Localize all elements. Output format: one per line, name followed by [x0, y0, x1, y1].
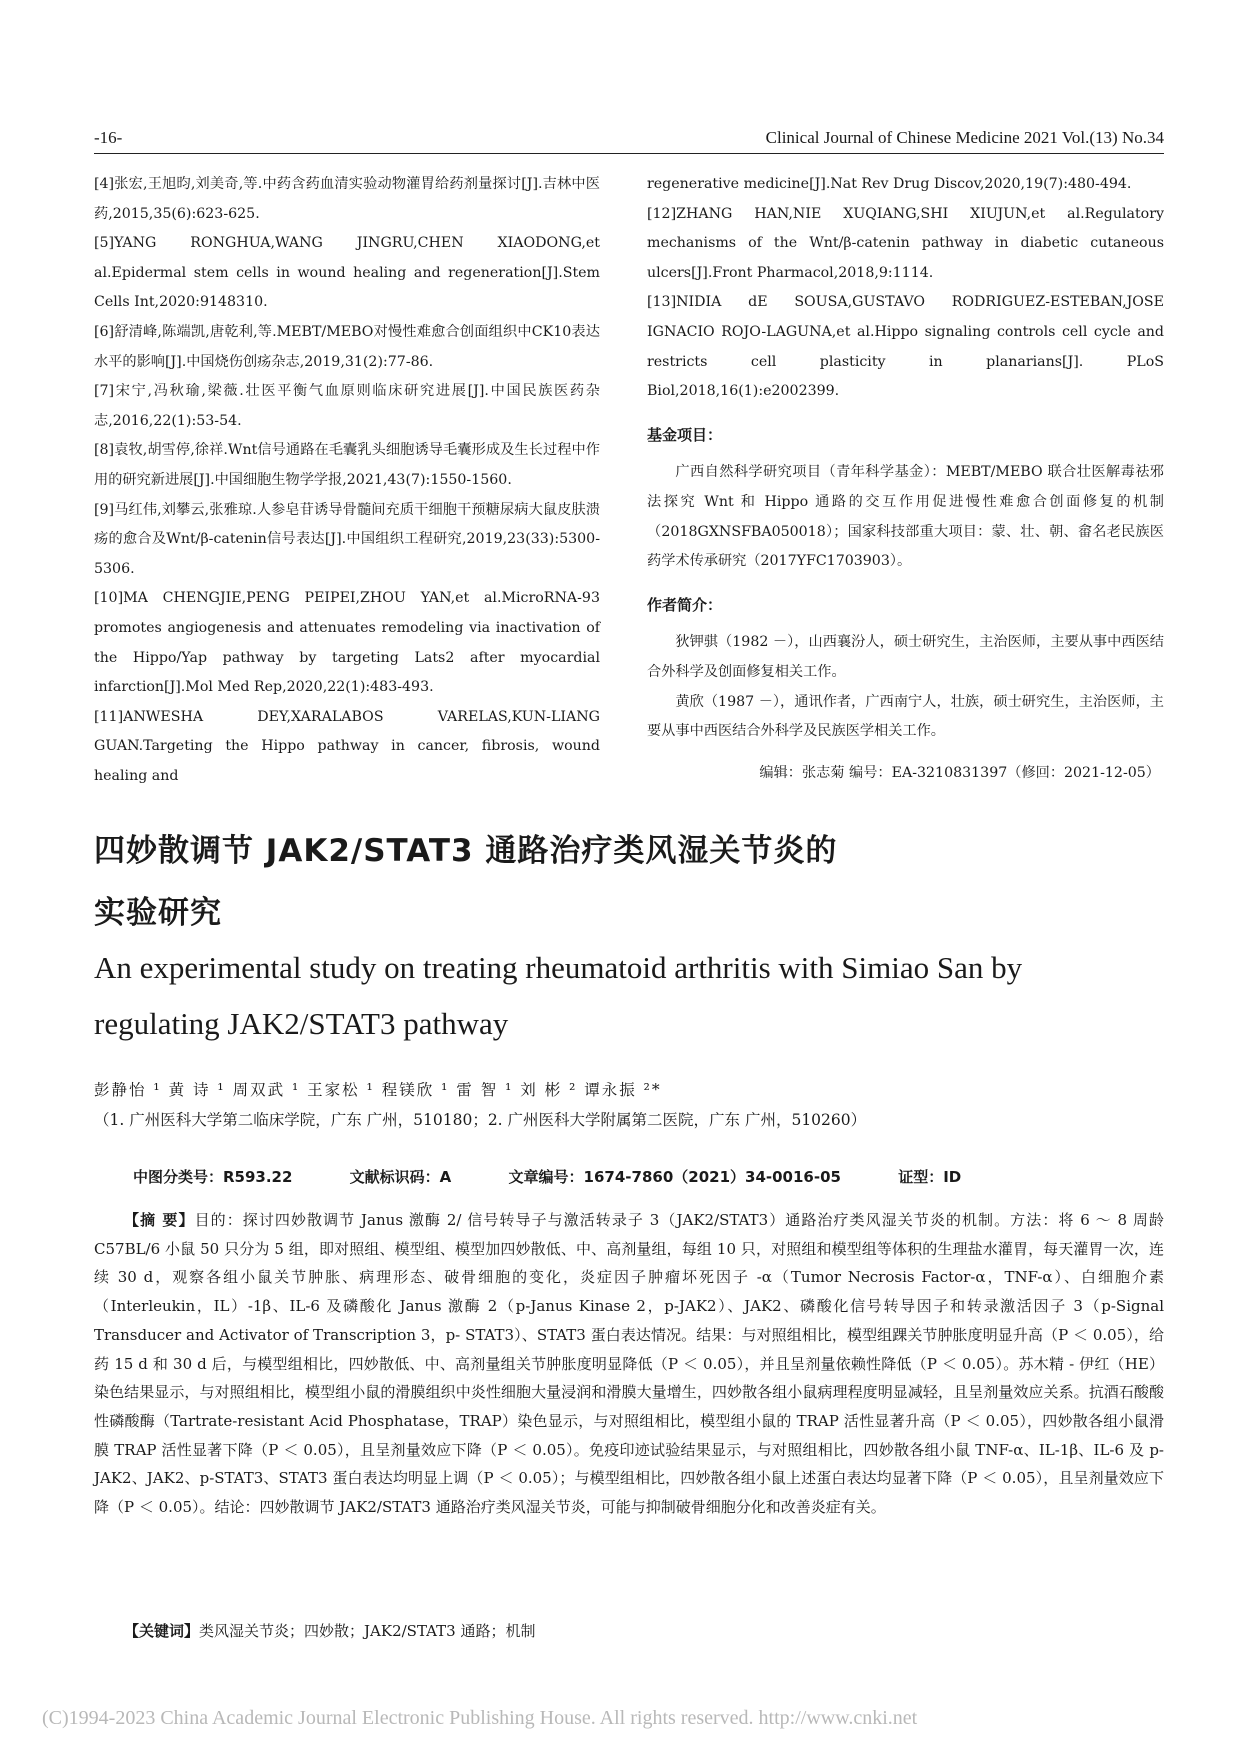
classification-number: 中图分类号：R593.22 [133, 1168, 293, 1186]
references-left-column [94, 170, 600, 791]
keywords [94, 1620, 1164, 1641]
reference-item: [7]宋宁,冯秋瑜,梁薇.壮医平衡气血原则临床研究进展[J].中国民族医药杂志,2016,22(1):53-54. [94, 383, 600, 429]
copyright-watermark: (C)1994-2023 China Academic Journal Electronic Publishing House. All rights reserved. http://www.cnki.net [42, 1707, 918, 1729]
keywords-text: 类风湿关节炎；四妙散；JAK2/STAT3 通路；机制 [199, 1622, 536, 1640]
page-number: -16- [94, 128, 123, 147]
author-bio-paragraph: 狄钾骐（1982 －），山西襄汾人，硕士研究生，主治医师，主要从事中西医结合外科学及创面修复相关工作。 [647, 634, 1164, 680]
title-en-line: regulating JAK2/STAT3 pathway [94, 1006, 509, 1041]
reference-item: regenerative medicine[J].Nat Rev Drug Discov,2020,19(7):480-494. [647, 176, 1132, 192]
right-column [647, 170, 1164, 788]
classification-line [133, 1166, 1013, 1187]
title-cn-line: 四妙散调节 JAK2/STAT3 通路治疗类风湿关节炎的 [94, 833, 838, 869]
funding-heading: 基金项目： [647, 425, 723, 444]
abstract [94, 1206, 1164, 1522]
reference-item: [9]马红伟,刘攀云,张雅琼.人参皂苷诱导骨髓间充质干细胞干预糖尿病大鼠皮肤溃疡的愈合及Wnt/β-catenin信号表达[J].中国组织工程研究,2019,23(33):5300-5306. [94, 501, 600, 577]
article-title-chinese [94, 820, 1174, 944]
author-bio-heading: 作者简介： [647, 595, 723, 614]
keywords-label: 【关键词】 [124, 1622, 200, 1640]
reference-item: [10]MA CHENGJIE,PENG PEIPEI,ZHOU YAN,et al.MicroRNA-93 promotes angiogenesis and attenuates remodeling via inactivation of the Hippo/Yap pathway by targeting Lats2 after myocardial infarction[J].Mol Med Rep,2020,22(1):483-493. [94, 590, 600, 696]
reference-item: [12]ZHANG HAN,NIE XUQIANG,SHI XIUJUN,et al.Regulatory mechanisms of the Wnt/β-catenin pathway in diabetic cutaneous ulcers[J].Front Pharmacol,2018,9:1114. [647, 205, 1164, 281]
reference-item: [13]NIDIA dE SOUSA,GUSTAVO RODRIGUEZ-ESTEBAN,JOSE IGNACIO ROJO-LAGUNA,et al.Hippo signaling controls cell cycle and restricts cell plasticity in planarians[J]. PLoS Biol,2018,16(1):e2002399. [647, 294, 1164, 400]
article-title-english [94, 940, 1174, 1052]
title-cn-line: 实验研究 [94, 895, 222, 931]
document-code: 文献标识码：A [349, 1168, 452, 1186]
reference-item: [6]舒清峰,陈端凯,唐乾利,等.MEBT/MEBO对慢性难愈合创面组织中CK10表达水平的影响[J].中国烧伤创疡杂志,2019,31(2):77-86. [94, 323, 600, 370]
reference-item: [11]ANWESHA DEY,XARALABOS VARELAS,KUN-LIANG GUAN.Targeting the Hippo pathway in cancer, fibrosis, wound healing and [94, 708, 600, 784]
syndrome-type: 证型：ID [898, 1168, 962, 1186]
header-rule [94, 153, 1164, 154]
author-list: 彭静怡 ¹ 黄 诗 ¹ 周双武 ¹ 王家松 ¹ 程镁欣 ¹ 雷 智 ¹ 刘 彬 ² 谭永振 ²* [94, 1081, 662, 1099]
funding-text: 广西自然科学研究项目（青年科学基金）：MEBT/MEBO 联合壮医解毒祛邪法探究 Wnt 和 Hippo 通路的交互作用促进慢性难愈合创面修复的机制（2018GXNSFBA050018）；国家科技部重大项目：蒙、壮、朝、畲名老民族医药学术传承研究（2017YFC1703903）。 [647, 464, 1164, 570]
reference-item: [4]张宏,王旭昀,刘美奇,等.中药含药血清实验动物灌胃给药剂量探讨[J].吉林中医药,2015,35(6):623-625. [94, 176, 600, 222]
affiliations: （1. 广州医科大学第二临床学院，广东 广州，510180；2. 广州医科大学附属第二医院，广东 广州，510260） [94, 1111, 867, 1129]
reference-item: [5]YANG RONGHUA,WANG JINGRU,CHEN XIAODONG,et al.Epidermal stem cells in wound healing and regeneration[J].Stem Cells Int,2020:9148310. [94, 235, 600, 311]
journal-header: Clinical Journal of Chinese Medicine 2021 Vol.(13) No.34 [765, 128, 1164, 147]
title-en-line: An experimental study on treating rheumatoid arthritis with Simiao San by [94, 950, 1023, 985]
author-bio-paragraph: 黄欣（1987 －），通讯作者，广西南宁人，壮族，硕士研究生，主治医师，主要从事中西医结合外科学及民族医学相关工作。 [647, 693, 1164, 740]
editor-line: 编辑：张志菊 编号：EA-3210831397（修回：2021-12-05） [759, 764, 1160, 781]
abstract-label: 【摘 要】 [124, 1211, 195, 1229]
reference-item: [8]袁牧,胡雪停,徐祥.Wnt信号通路在毛囊乳头细胞诱导毛囊形成及生长过程中作用的研究新进展[J].中国细胞生物学学报,2021,43(7):1550-1560. [94, 442, 600, 488]
article-number: 文章编号：1674-7860（2021）34-0016-05 [508, 1168, 841, 1186]
abstract-text: 目的：探讨四妙散调节 Janus 激酶 2/ 信号转导子与激活转录子 3（JAK2/STAT3）通路治疗类风湿关节炎的机制。方法：将 6 ～ 8 周龄 C57BL/6 小鼠 50 只分为 5 组，即对照组、模型组、模型加四妙散低、中、高剂量组，每组 10 只，对照组和模型组等体积的生理盐水灌胃，每天灌胃一次，连续 30 d，观察各组小鼠关节肿胀、病理形态、破骨细胞的变化，炎症因子肿瘤坏死因子 -α（Tumor Necrosis Factor-α，TNF-α）、白细胞介素（Interleukin，IL）-1β、IL-6 及磷酸化 Janus 激酶 2（p-Janus Kinase 2，p-JAK2）、JAK2、磷酸化信号转导因子和转录激活因子 3（p-Signal Transducer and Activator of Transcription 3，p- STAT3）、STAT3 蛋白表达情况。结果：与对照组相比，模型组踝关节肿胀度明显升高（P ＜ 0.05），给药 15 d 和 30 d 后，与模型组相比，四妙散低、中、高剂量组关节肿胀度明显降低（P ＜ 0.05），并且呈剂量依赖性降低（P ＜ 0.05）。苏木精 - 伊红（HE）染色结果显示，与对照组相比，模型组小鼠的滑膜组织中炎性细胞大量浸润和滑膜大量增生，四妙散各组小鼠病理程度明显减轻，且呈剂量效应关系。抗酒石酸酸性磷酸酶（Tartrate-resistant Acid Phosphatase，TRAP）染色显示，与对照组相比，模型组小鼠的 TRAP 活性显著升高（P ＜ 0.05），四妙散各组小鼠滑膜 TRAP 活性显著下降（P ＜ 0.05），且呈剂量效应下降（P ＜ 0.05）。免疫印迹试验结果显示，与对照组相比，四妙散各组小鼠 TNF-α、IL-1β、IL-6 及 p-JAK2、JAK2、p-STAT3、STAT3 蛋白表达均明显上调（P ＜ 0.05）；与模型组相比，四妙散各组小鼠上述蛋白表达均显著下降（P ＜ 0.05），且呈剂量效应下降（P ＜ 0.05）。结论：四妙散调节 JAK2/STAT3 通路治疗类风湿关节炎，可能与抑制破骨细胞分化和改善炎症有关。 [94, 1211, 1164, 1517]
